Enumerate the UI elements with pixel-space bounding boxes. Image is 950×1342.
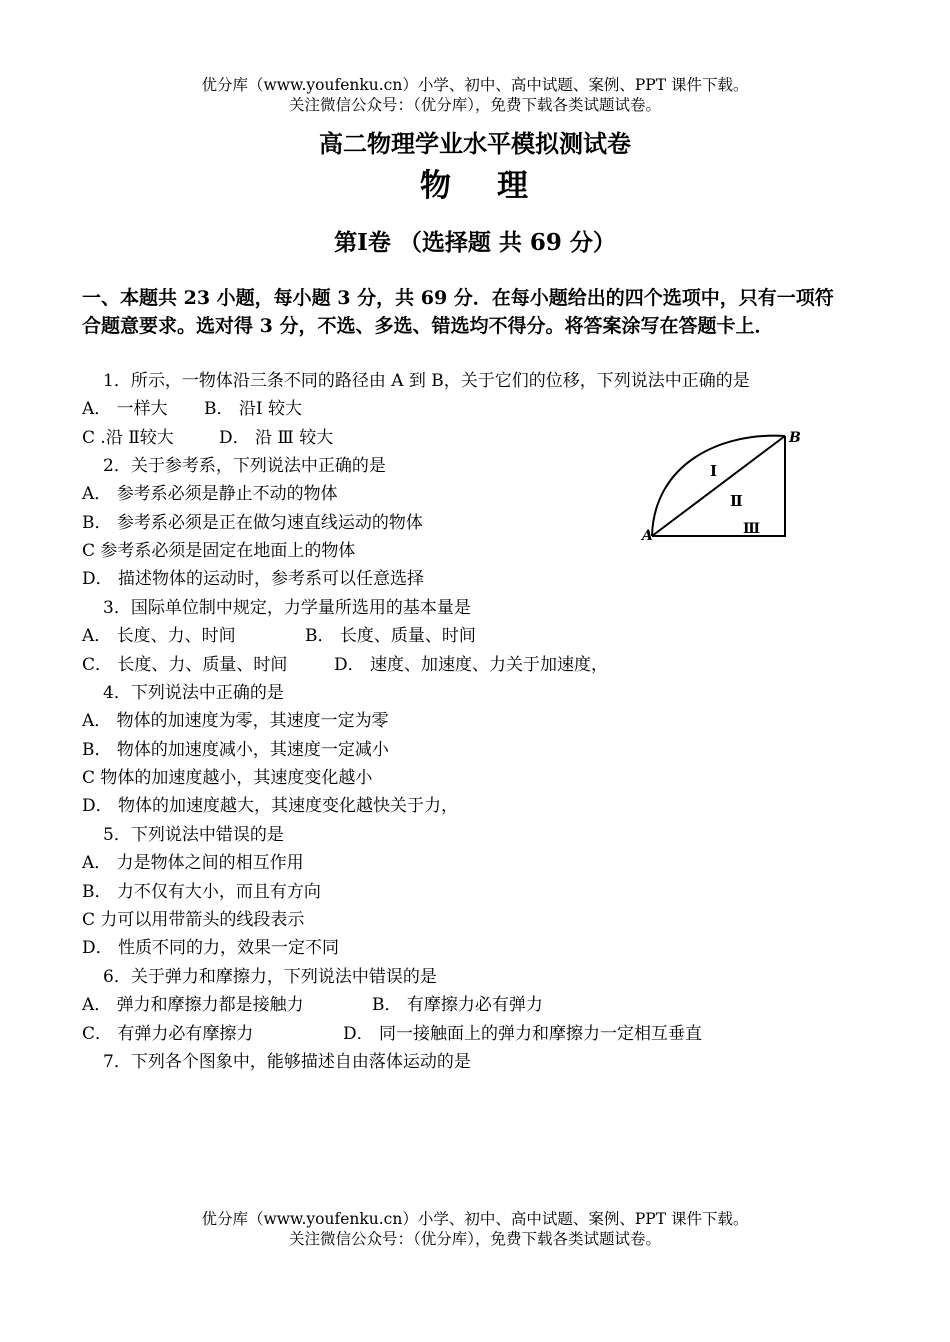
part-title: 第Ⅰ卷 （选择题 共 69 分） — [334, 229, 616, 256]
label-b: B — [789, 430, 801, 446]
q6-option-a: A． 弹力和摩擦力都是接触力 — [82, 995, 304, 1015]
q7-stem: 7．下列各个图象中，能够描述自由落体运动的是 — [103, 1052, 471, 1072]
subject-char-1: 物 — [420, 168, 453, 204]
header-line-1: 优分库（www.youfenku.cn）小学、初中、高中试题、案例、PPT 课件下载。 — [201, 76, 749, 94]
path-2-line — [652, 436, 785, 536]
q3-option-b: B． 长度、质量、时间 — [305, 626, 476, 646]
subject-title — [0, 160, 950, 205]
section-instruction: 一、本题共 23 小题，每小题 3 分，共 69 分．在每小题给出的四个选项中，只有一项符合题意要求。选对得 3 分，不选、多选、错选均不得分。将答案涂写在答题卡上． — [82, 287, 834, 337]
displacement-path-figure — [640, 424, 810, 548]
q3-option-a: A． 长度、力、时间 — [82, 626, 236, 646]
path-diagram — [640, 424, 810, 548]
q6-option-d: D． 同一接触面上的弹力和摩擦力一定相互垂直 — [343, 1024, 703, 1044]
q4-option-d: D． 物体的加速度越大，其速度变化越快关于力， — [82, 796, 459, 816]
q2-option-d: D． 描述物体的运动时，参考系可以任意选择 — [82, 569, 425, 589]
subject-char-2: 理 — [497, 168, 530, 204]
q1-option-a: A． 一样大 — [82, 399, 168, 419]
q1-stem: 1．所示，一物体沿三条不同的路径由 A 到 B，关于它们的位移，下列说法中正确的是 — [103, 371, 750, 391]
q5-option-c: C 力可以用带箭头的线段表示 — [82, 910, 305, 930]
q6-option-b: B． 有摩擦力必有弹力 — [372, 995, 543, 1015]
label-path-1: Ⅰ — [710, 462, 718, 480]
q3-option-c: C． 长度、力、质量、时间 — [82, 655, 288, 675]
q5-option-a: A． 力是物体之间的相互作用 — [82, 853, 304, 873]
header-line-2: 关注微信公众号：（优分库），免费下载各类试题试卷。 — [288, 96, 661, 114]
q6-option-c: C． 有弹力必有摩擦力 — [82, 1024, 254, 1044]
q3-stem: 3．国际单位制中规定，力学量所选用的基本量是 — [103, 598, 471, 618]
q5-option-b: B． 力不仅有大小，而且有方向 — [82, 882, 321, 902]
q1-option-d: D． 沿 Ⅲ 较大 — [219, 428, 334, 448]
q2-option-a: A． 参考系必须是静止不动的物体 — [82, 484, 338, 504]
footer-line-2: 关注微信公众号：（优分库），免费下载各类试题试卷。 — [288, 1230, 661, 1248]
label-path-3: Ⅲ — [743, 521, 761, 537]
q5-option-d: D． 性质不同的力，效果一定不同 — [82, 938, 340, 958]
q2-option-b: B． 参考系必须是正在做匀速直线运动的物体 — [82, 513, 423, 533]
q4-option-c: C 物体的加速度越小，其速度变化越小 — [82, 768, 373, 788]
footer-line-1: 优分库（www.youfenku.cn）小学、初中、高中试题、案例、PPT 课件下载。 — [201, 1210, 749, 1228]
q4-option-b: B． 物体的加速度减小，其速度一定减小 — [82, 740, 389, 760]
label-path-2: Ⅱ — [730, 492, 743, 510]
q5-stem: 5．下列说法中错误的是 — [103, 825, 284, 845]
q6-stem: 6．关于弹力和摩擦力，下列说法中错误的是 — [103, 967, 437, 987]
label-a: A — [642, 528, 653, 544]
q1-option-b: B． 沿Ⅰ 较大 — [204, 399, 303, 419]
q2-option-c: C 参考系必须是固定在地面上的物体 — [82, 541, 356, 561]
exam-title: 高二物理学业水平模拟测试卷 — [319, 129, 631, 158]
q4-option-a: A． 物体的加速度为零，其速度一定为零 — [82, 711, 389, 731]
q2-stem: 2．关于参考系，下列说法中正确的是 — [103, 456, 386, 476]
q4-stem: 4．下列说法中正确的是 — [103, 683, 284, 703]
q3-option-d: D． 速度、加速度、力关于加速度， — [334, 655, 609, 675]
q1-option-c: C .沿 Ⅱ较大 — [82, 428, 174, 448]
